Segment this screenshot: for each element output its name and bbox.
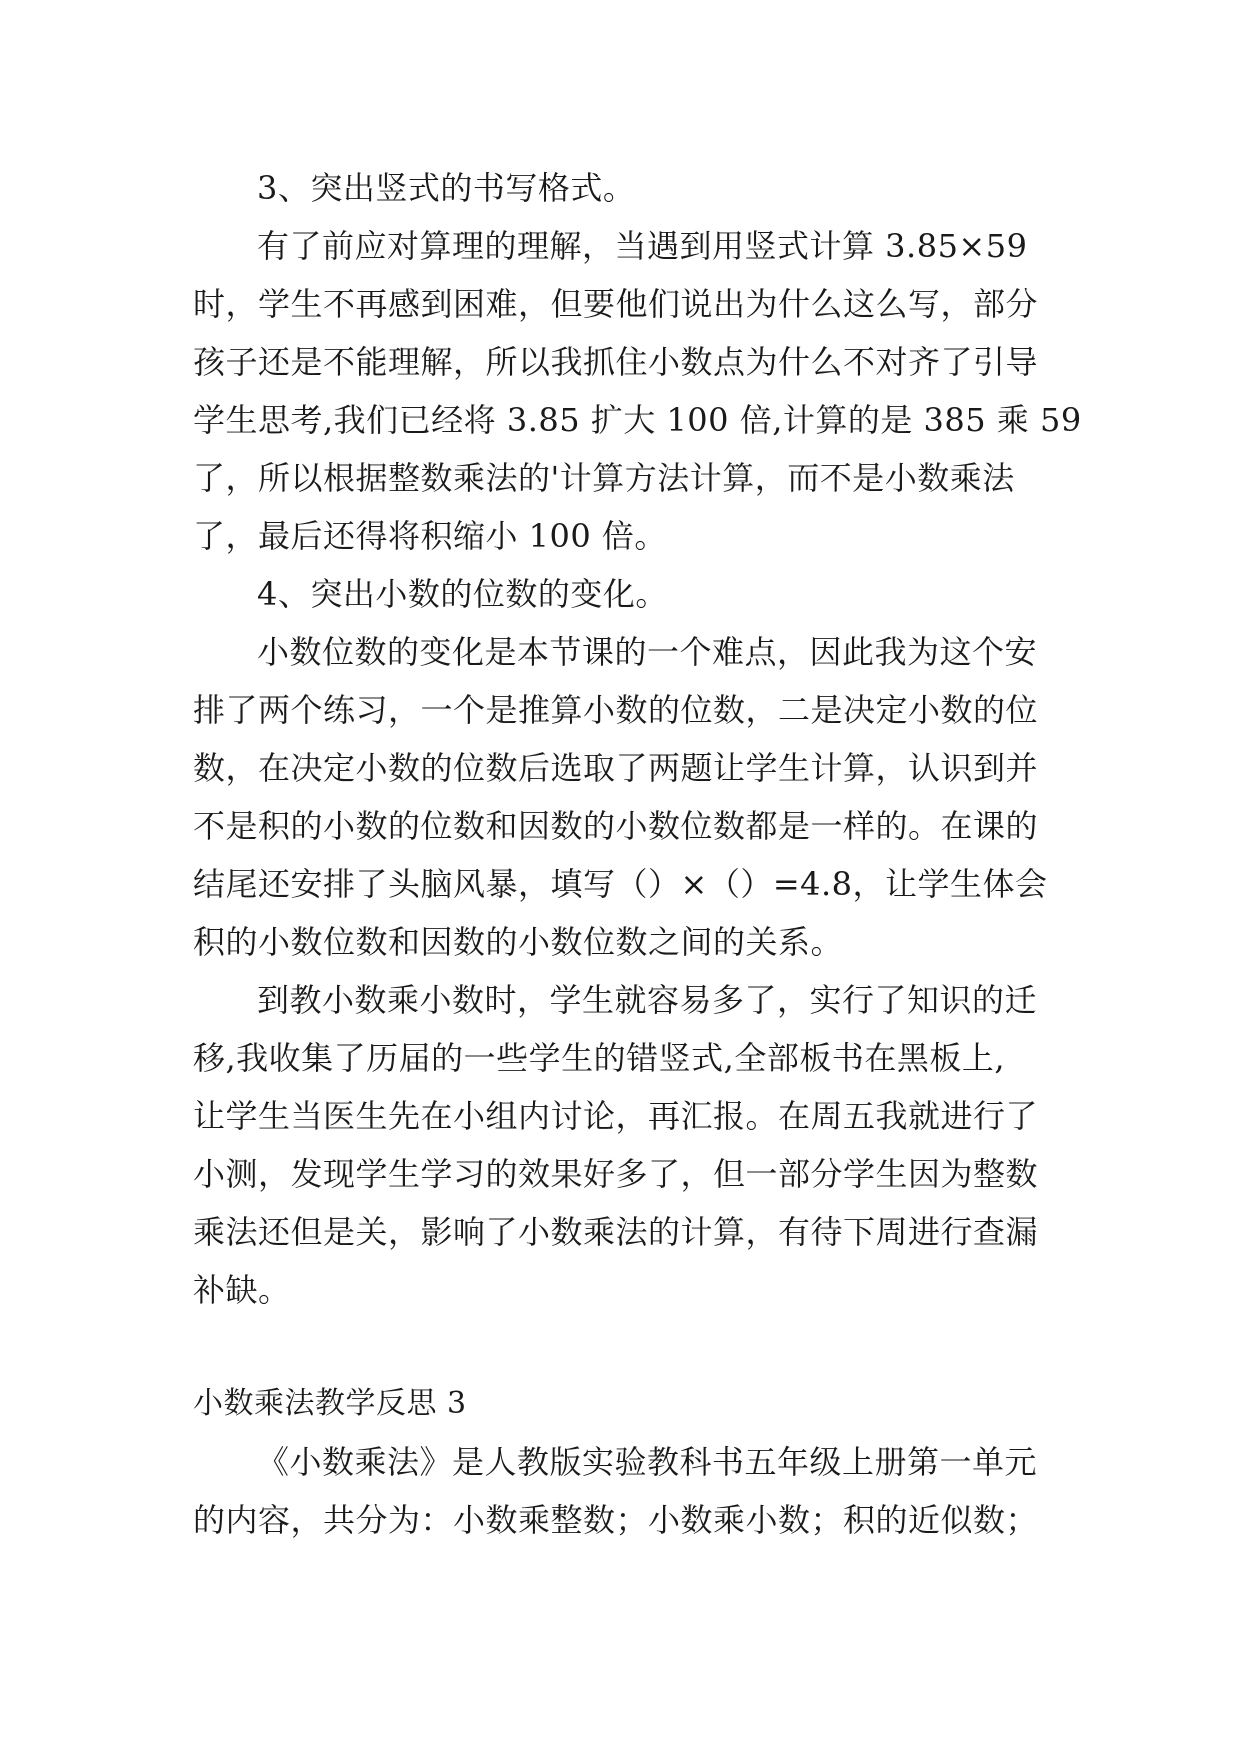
text-line: 《小数乘法》是人教版实验教科书五年级上册第一单元: [257, 1443, 1038, 1481]
text-line: 3、突出竖式的书写格式。: [257, 169, 636, 207]
text-line: 有了前应对算理的理解，当遇到用竖式计算 3.85×59: [257, 227, 1028, 265]
text-line: 积的小数位数和因数的小数位数之间的关系。: [193, 923, 844, 961]
text-line: 移,我收集了历届的一些学生的错竖式,全部板书在黑板上,: [193, 1039, 1006, 1077]
text-line: 学生思考,我们已经将 3.85 扩大 100 倍,计算的是 385 乘 59: [193, 401, 1082, 439]
text-line: 小测，发现学生学习的效果好多了，但一部分学生因为整数: [193, 1155, 1039, 1193]
text-line: 小数位数的变化是本节课的一个难点，因此我为这个安: [257, 633, 1038, 671]
text-line: 补缺。: [193, 1271, 291, 1309]
text-line: 让学生当医生先在小组内讨论，再汇报。在周五我就进行了: [193, 1097, 1039, 1135]
text-line: 了，所以根据整数乘法的'计算方法计算，而不是小数乘法: [193, 459, 1015, 497]
text-line: 的内容，共分为：小数乘整数；小数乘小数；积的近似数；: [193, 1501, 1039, 1539]
text-line: 了，最后还得将积缩小 100 倍。: [193, 517, 667, 555]
text-line: 乘法还但是关，影响了小数乘法的计算，有待下周进行查漏: [193, 1213, 1039, 1251]
text-line: 4、突出小数的位数的变化。: [257, 575, 668, 613]
text-line: 时，学生不再感到困难，但要他们说出为什么这么写，部分: [193, 285, 1039, 323]
text-line: 孩子还是不能理解，所以我抓住小数点为什么不对齐了引导: [193, 343, 1039, 381]
text-line: 不是积的小数的位数和因数的小数位数都是一样的。在课的: [193, 807, 1039, 845]
text-line: 结尾还安排了头脑风暴，填写（）×（）=4.8，让学生体会: [193, 865, 1048, 903]
text-line: 排了两个练习，一个是推算小数的位数，二是决定小数的位: [193, 691, 1039, 729]
text-line: 到教小数乘小数时，学生就容易多了，实行了知识的迁: [257, 981, 1038, 1019]
text-line: 数，在决定小数的位数后选取了两题让学生计算，认识到并: [193, 749, 1039, 787]
section-heading: 小数乘法教学反思 3: [193, 1386, 467, 1421]
